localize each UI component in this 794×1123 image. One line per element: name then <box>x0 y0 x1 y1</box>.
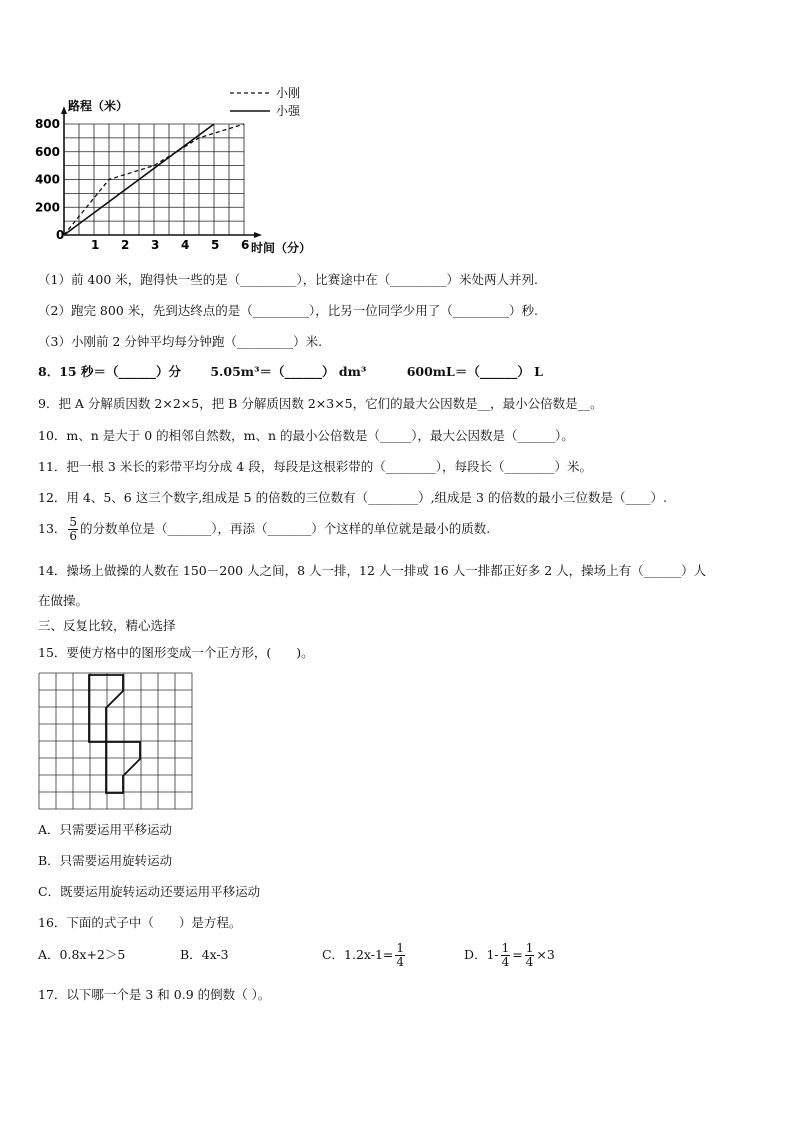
q9: 9．把 A 分解质因数 2×2×5，把 B 分解质因数 2×3×5，它们的最大公因数是__，最小公倍数是__。 <box>38 396 603 411</box>
q16-c-numerator: 1 <box>396 941 405 955</box>
q13 <box>38 516 490 543</box>
x-tick-label: 1 <box>91 238 100 252</box>
q7-part2: （2）跑完 800 米，先到达终点的是（_________），比另一位同学少用了（_________）秒. <box>38 303 538 318</box>
q15-lower-shape <box>106 742 140 793</box>
y-tick-label: 400 <box>34 172 60 187</box>
y-tick-label: 600 <box>34 144 60 159</box>
q15-upper-shape <box>89 675 123 742</box>
q16-option-a: A．0.8x+2＞5 <box>38 947 126 962</box>
x-tick-label: 3 <box>151 238 160 252</box>
q16-d-numerator-1: 1 <box>501 941 510 955</box>
q16-d-equals: = <box>512 947 523 962</box>
q13-fraction <box>68 516 78 543</box>
q16-d-prefix: D．1- <box>463 947 499 962</box>
q7-part3: （3）小刚前 2 分钟平均每分钟跑（_________）米. <box>38 334 323 349</box>
x-tick-label: 2 <box>121 238 130 252</box>
x-tick-label: 4 <box>181 238 190 252</box>
q16-stem: 16．下面的式子中（ ）是方程。 <box>38 915 242 930</box>
y-tick-label: 200 <box>34 200 60 215</box>
q8-c: 600mL＝（______） L <box>406 364 543 379</box>
q15-option-a: A．只需要运用平移运动 <box>38 822 173 837</box>
q16-options <box>38 942 555 969</box>
y-tick-label: 800 <box>34 117 60 131</box>
y-axis-arrow <box>61 106 67 114</box>
q16-option-d <box>464 942 555 969</box>
q15-option-b: B．只需要运用旋转运动 <box>38 853 173 868</box>
chart-grid <box>64 124 244 235</box>
q14-line1: 14．操场上做操的人数在 150－200 人之间，8 人一排，12 人一排或 16 人一排都正好多 2 人，操场上有（______）人 <box>38 563 707 578</box>
q16-c-denominator: 4 <box>396 955 405 969</box>
legend-label-xiaogang: 小刚 <box>276 86 301 100</box>
q16-option-b: B．4x-3 <box>179 947 229 962</box>
q16-d-denominator-2: 4 <box>525 955 534 969</box>
q12: 12．用 4、5、6 这三个数字,组成是 5 的倍数的三位数有（________）,组成是 3 的倍数的最小三位数是（____）. <box>38 490 667 505</box>
q13-denominator: 6 <box>69 529 78 543</box>
q15-grid-lines <box>39 673 192 809</box>
x-axis-arrow <box>254 232 262 238</box>
q15-stem: 15．要使方格中的图形变成一个正方形，( )。 <box>38 645 314 660</box>
q8-b: 5.05m³＝（______） dm³ <box>210 364 367 379</box>
q15-option-c: C．既要运用旋转运动还要运用平移运动 <box>38 884 261 899</box>
q16-c-prefix: C．1.2x-1= <box>321 947 394 962</box>
q16-d-suffix: ×3 <box>536 947 555 962</box>
q17: 17．以下哪一个是 3 和 0.9 的倒数（ ）。 <box>38 987 271 1002</box>
q16-d-fraction-2 <box>525 942 535 969</box>
q16-c-fraction <box>395 942 405 969</box>
q15-grid-figure <box>38 672 198 812</box>
q8-a: 8．15 秒＝（______）分 <box>38 364 181 379</box>
x-tick-label: 0 <box>56 228 65 242</box>
q16-d-denominator-1: 4 <box>501 955 510 969</box>
x-tick-label: 5 <box>211 238 220 252</box>
chart-legend <box>230 85 301 118</box>
legend-label-xiaoqiang: 小强 <box>276 104 301 118</box>
y-axis-label: 路程（米） <box>68 99 129 113</box>
q13-suffix: 的分数单位是（_______），再添（_______）个这样的单位就是最小的质数. <box>80 521 491 536</box>
q7-part1: （1）前 400 米，跑得快一些的是（_________），比赛途中在（_________）米处两人并列. <box>38 272 538 287</box>
q10: 10．m、n 是大于 0 的相邻自然数，m、n 的最小公倍数是（_____），最大公因数是（______）。 <box>38 428 574 443</box>
section-3-heading: 三、反复比较，精心选择 <box>38 618 176 633</box>
q13-numerator: 5 <box>69 515 78 529</box>
distance-time-chart <box>30 80 330 260</box>
q11: 11．把一根 3 米长的彩带平均分成 4 段，每段是这根彩带的（________），每段长（________）米。 <box>38 459 592 474</box>
q14-line2: 在做操。 <box>38 593 89 608</box>
x-tick-label: 6 <box>241 238 250 252</box>
q13-prefix: 13． <box>38 521 67 536</box>
chart-axes <box>61 106 262 238</box>
q8 <box>38 363 543 381</box>
q16-d-fraction-1 <box>501 942 511 969</box>
q16-option-c <box>322 942 460 969</box>
q16-d-numerator-2: 1 <box>525 941 534 955</box>
x-axis-label: 时间（分） <box>251 241 312 255</box>
